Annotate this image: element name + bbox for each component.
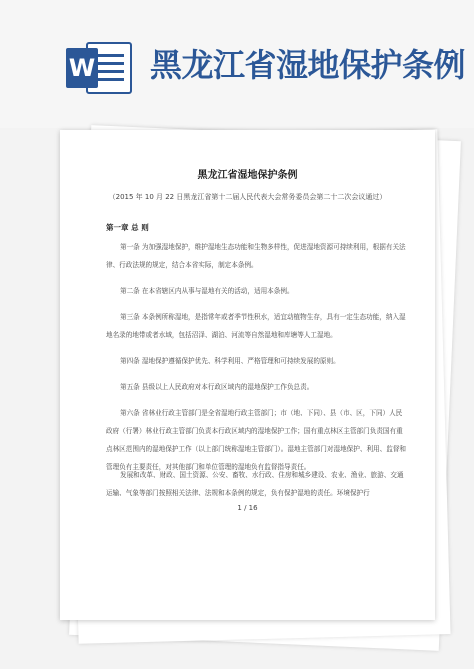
page-number: 1 / 16 (237, 504, 258, 512)
document-page (60, 130, 435, 620)
article-6-continued: 发展和改革、财政、国土资源、公安、畜牧、水行政、住房和城乡建设、农业、渔业、旅游、交通运输、气象等部门按照相关法律、法规和本条例的规定，负有保护湿地的责任。环境保护行 (106, 471, 404, 497)
document-line (94, 70, 124, 73)
document-subtitle: （2015 年 10 月 22 日黑龙江省第十二届人民代表大会常务委员会第二十二次会议通过） (108, 193, 387, 201)
document-line (94, 54, 124, 57)
document-title: 黑龙江省湿地保护条例 (197, 170, 298, 181)
banner-title: 黑龙江省湿地保护条例 (150, 46, 466, 84)
article-3: 第三条 本条例所称湿地，是指常年或者季节性积水，适宜动植物生存，具有一定生态功能，纳入湿地名录的地带或者水域，包括沼泽、湖泊、河流等自然湿地和库塘等人工湿地。 (106, 313, 406, 339)
word-icon (66, 38, 136, 98)
article-2: 第二条 在本省辖区内从事与湿地有关的活动，适用本条例。 (120, 287, 294, 295)
word-icon-letter: W (66, 48, 98, 88)
article-6: 第六条 省林业行政主管部门是全省湿地行政主管部门；市（地、下同）、县（市、区，下同）人民政府（行署）林业行政主管部门负责本行政区域内的湿地保护工作；国有重点林区主管部门负责国有重点林区范围内的湿地保护工作（以上部门统称湿地主管部门）。湿地主管部门对湿地保护、利用、监督和管理负有主要责任，对其他部门和单位管理的湿地负有监督指导责任。 (106, 409, 407, 471)
document-line (94, 78, 124, 81)
article-1: 第一条 为加强湿地保护，维护湿地生态功能和生物多样性，促进湿地资源可持续利用，根据有关法律、行政法规的规定，结合本省实际，制定本条例。 (106, 243, 406, 269)
document-line (94, 62, 124, 65)
article-5: 第五条 县级以上人民政府对本行政区域内的湿地保护工作负总责。 (120, 383, 314, 391)
chapter-heading: 第一章 总 则 (106, 223, 149, 232)
article-4: 第四条 湿地保护遵循保护优先、科学利用、严格管理和可持续发展的原则。 (120, 357, 340, 365)
banner (0, 0, 474, 128)
